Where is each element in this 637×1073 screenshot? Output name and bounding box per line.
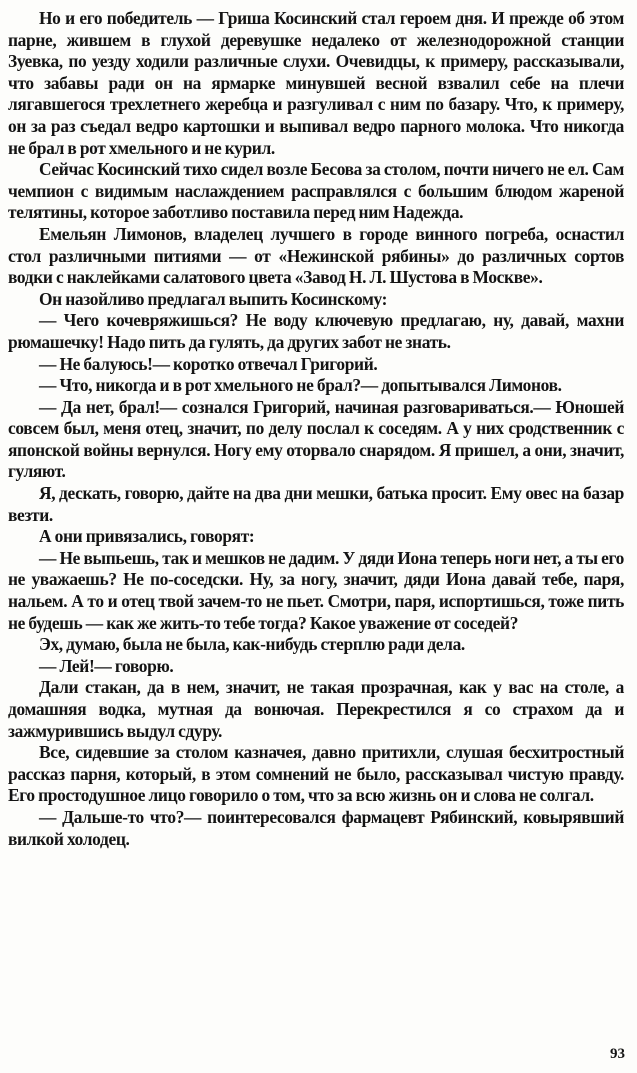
paragraph: Сейчас Косинский тихо сидел возле Бесова за столом, почти ничего не ел. Сам чемпион с видимым наслаждением расправлялся с большим блюдом жареной телятины, которое заботливо поставила перед ним Надежда. — [8, 159, 624, 223]
paragraph: — Дальше-то что?— поинтересовался фармацевт Рябинский, ковырявший вилкой холодец. — [8, 806, 624, 849]
paragraph: — Не балуюсь!— коротко отвечал Григорий. — [39, 353, 378, 374]
paragraph: Он назойливо предлагал выпить Косинскому: — [39, 288, 388, 309]
paragraph: Дали стакан, да в нем, значит, не такая прозрачная, как у вас на столе, а домашняя водка, мутная да вонючая. Перекрестился я со страхом да и зажмурившись выдул сдуру. — [8, 677, 624, 741]
paragraph: — Чего кочевряжишься? Не воду ключевую предлагаю, ну, давай, махни рюмашечку! Надо пить да гулять, да других забот не знать. — [8, 310, 624, 352]
paragraph: Эх, думаю, была не была, как-нибудь стерплю ради дела. — [39, 634, 465, 655]
paragraph: Все, сидевшие за столом казначея, давно притихли, слушая бесхитростный рассказ парня, который, в этом сомнений не было, рассказывал чистую правду. Его простодушное лицо говорило о том, что за всю жизнь он и слова не солгал. — [8, 742, 624, 806]
paragraph: — Да нет, брал!— сознался Григорий, начиная разговариваться.— Юношей совсем был, меня отец, значит, по делу послал к соседям. А у них сродственник с японской войны вернулся. Ногу ему оторвало снарядом. Я пришел, а они, значит, гуляют. — [8, 396, 624, 482]
paragraph: А они привязались, говорят: — [39, 526, 255, 547]
paragraph: Но и его победитель — Гриша Косинский стал героем дня. И прежде об этом парне, жившем в глухой деревушке недалеко от железнодорожной станции Зуевка, по уезду ходили различные слухи. Очевидцы, к примеру, рассказывали, что забавы ради он на ярмарке минувшей весной взвалил себе на плечи лягавшегося трехлетнего жеребца и разгуливал с ним по базару. Что, к примеру, он за раз съедал ведро картошки и выпивал ведро парного молока. Что никогда не брал в рот хмельного и не курил. — [8, 8, 624, 158]
page-number: 93 — [610, 1046, 625, 1062]
paragraph: — Не выпьешь, так и мешков не дадим. У дяди Иона теперь ноги нет, а ты его не уважаешь? Не по-соседски. Ну, за ногу, значит, дяди Иона давай тебе, паря, нальем. А то и отец твой зачем-то не пьет. Смотри, паря, испортишься, тоже пить не будешь — как же жить-то тебе тогда? Какое уважение от соседей? — [8, 547, 624, 633]
paragraph: Я, дескать, говорю, дайте на два дни мешки, батька просит. Ему овес на базар везти. — [8, 483, 624, 525]
paragraph: — Лей!— говорю. — [39, 655, 174, 676]
page-text — [8, 8, 624, 850]
paragraph: Емельян Лимонов, владелец лучшего в городе винного погреба, оснастил стол различными питиями — от «Нежинской рябины» до различных сортов водки с наклейками салатового цвета «Завод Н. Л. Шустова в Москве». — [8, 223, 624, 288]
paragraph: — Что, никогда и в рот хмельного не брал?— допытывался Лимонов. — [39, 375, 562, 396]
